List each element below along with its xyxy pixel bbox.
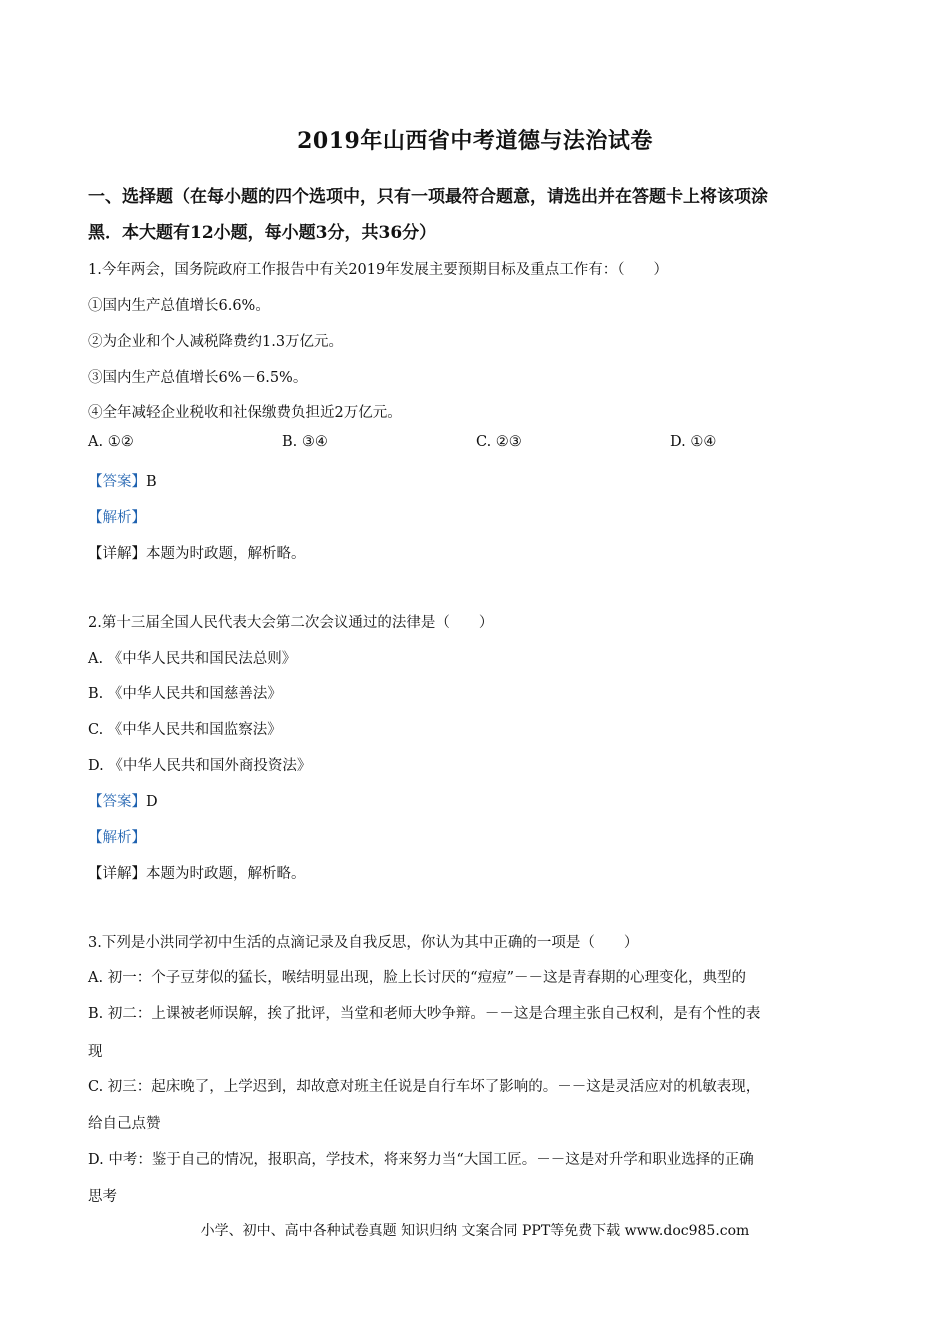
q3-line: A. 初一：个子豆芽似的猛长，喉结明显出现，脸上长讨厌的“痘痘”－－这是青春期的心理变化，典型的 <box>88 970 747 986</box>
q1-item: ①国内生产总值增长6.6%。 <box>88 298 270 314</box>
q1-stem: 1.今年两会，国务院政府工作报告中有关2019年发展主要预期目标及重点工作有：（ ） <box>88 262 668 278</box>
q2-option-c: C. 《中华人民共和国监察法》 <box>88 722 282 738</box>
section-heading-line2: 黑．本大题有12小题，每小题3分，共36分） <box>88 223 437 243</box>
q1-item: ②为企业和个人减税降费约1.3万亿元。 <box>88 334 344 350</box>
answer-value: D <box>146 794 158 810</box>
q1-item: ③国内生产总值增长6%－6.5%。 <box>88 370 308 386</box>
q2-stem: 2.第十三届全国人民代表大会第二次会议通过的法律是（ ） <box>88 615 494 631</box>
q3-stem: 3.下列是小洪同学初中生活的点滴记录及自我反思，你认为其中正确的一项是（ ） <box>88 935 639 951</box>
answer-tag: 【答案】 <box>88 474 146 490</box>
q1-detail: 【详解】本题为时政题，解析略。 <box>88 546 306 562</box>
q2-answer <box>88 790 158 811</box>
q2-option-d: D. 《中华人民共和国外商投资法》 <box>88 758 312 774</box>
q1-item: ④全年减轻企业税收和社保缴费负担近2万亿元。 <box>88 405 402 421</box>
q1-option-d: D. ①④ <box>670 434 717 450</box>
q2-option-a: A. 《中华人民共和国民法总则》 <box>88 651 297 667</box>
q3-line: C. 初三：起床晚了，上学迟到，却故意对班主任说是自行车坏了影响的。－－这是灵活应对的机敏表现， <box>88 1079 761 1095</box>
q1-analysis-tag: 【解析】 <box>88 510 146 526</box>
q1-option-c: C. ②③ <box>476 434 522 450</box>
q1-option-b: B. ③④ <box>282 434 328 450</box>
q3-line: 思考 <box>88 1189 117 1205</box>
q3-line: 给自己点赞 <box>88 1116 161 1132</box>
q2-analysis-tag: 【解析】 <box>88 830 146 846</box>
section-heading-line1: 一、选择题（在每小题的四个选项中，只有一项最符合题意，请选出并在答题卡上将该项涂 <box>88 187 768 207</box>
q3-line: 现 <box>88 1044 103 1060</box>
q3-line: B. 初二：上课被老师误解，挨了批评，当堂和老师大吵争辩。－－这是合理主张自己权利，是有个性的表 <box>88 1006 761 1022</box>
q1-option-a: A. ①② <box>88 434 134 450</box>
answer-tag: 【答案】 <box>88 794 146 810</box>
q2-detail: 【详解】本题为时政题，解析略。 <box>88 866 306 882</box>
q1-answer <box>88 470 157 491</box>
q3-line: D. 中考：鉴于自己的情况，报职高，学技术，将来努力当“大国工匠。－－这是对升学和职业选择的正确 <box>88 1152 754 1168</box>
q2-option-b: B. 《中华人民共和国慈善法》 <box>88 686 282 702</box>
page-title: 2019年山西省中考道德与法治试卷 <box>297 128 653 154</box>
answer-value: B <box>146 474 157 490</box>
page-footer: 小学、初中、高中各种试卷真题 知识归纳 文案合同 PPT等免费下载 www.doc985.com <box>200 1223 750 1239</box>
